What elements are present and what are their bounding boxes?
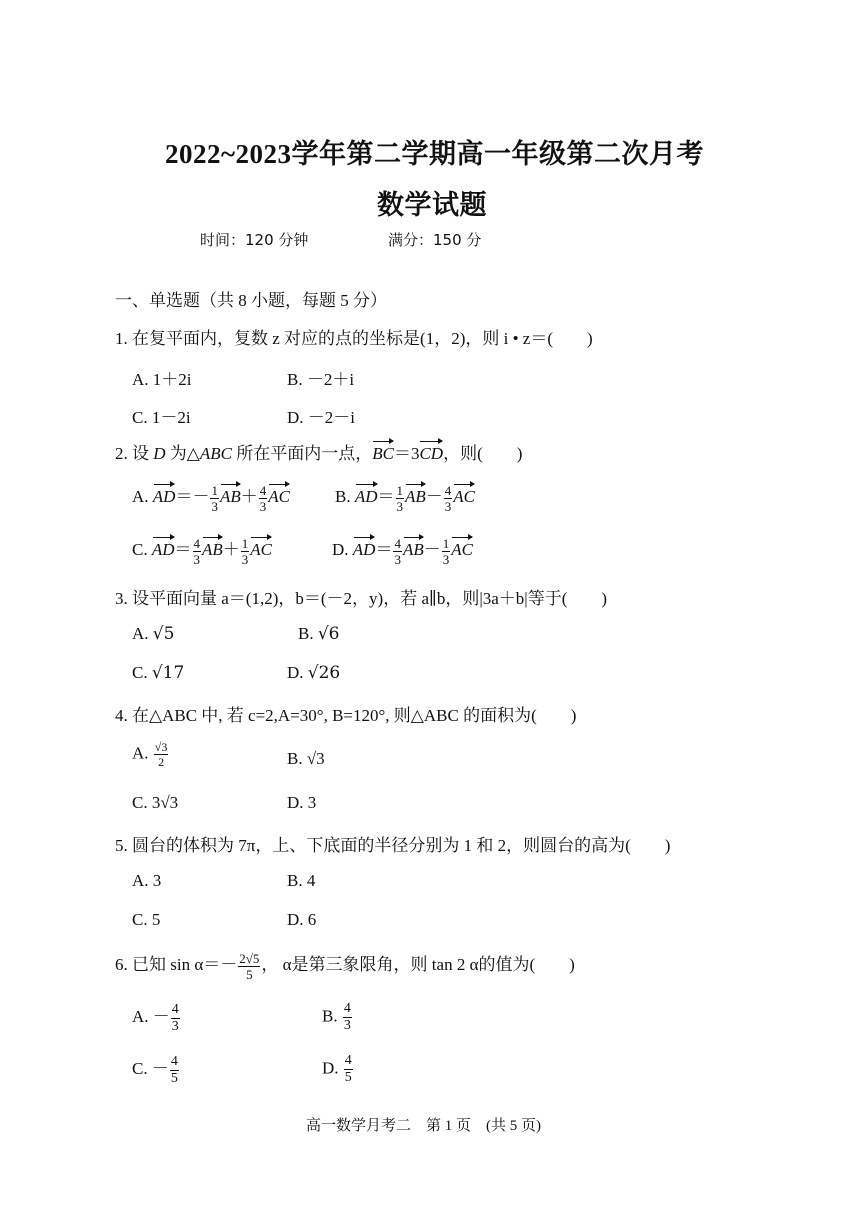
vector-bc: BC: [372, 439, 394, 464]
question-5-option-d: D. 6: [287, 910, 317, 929]
exam-time: 时间：120 分钟: [200, 231, 309, 249]
question-4-option-a: A. $\frac{√3}{2}$: [132, 740, 168, 769]
page-footer: 高一数学月考二 第 1 页 (共 5 页): [306, 1118, 541, 1134]
question-3-option-b: B. √6: [298, 624, 340, 644]
question-6-option-d: D. $\frac{4}{5}$: [322, 1053, 352, 1085]
question-4-option-d: D. 3: [287, 793, 317, 812]
question-6-stem: 6. 已知 sin α＝－ $\frac{2√5}{5}$ ， α是第三象限角，则 tan 2 α的值为( ): [115, 950, 575, 982]
question-2-option-a: A. AD＝－ $\frac{1}{3}$ AB＋ $\frac{4}{3}$ AC: [132, 482, 290, 514]
exam-score: 满分：150 分: [388, 231, 482, 249]
question-3-option-d: D. √26: [287, 663, 341, 683]
question-1-option-c: C. 1－2i: [132, 408, 191, 427]
question-2-option-b: B. AD＝ $\frac{1}{3}$ AB－ $\frac{4}{3}$ AC: [335, 482, 476, 514]
exam-title: 2022~2023学年第二学期高一年级第二次月考: [165, 139, 705, 169]
question-2-stem: 2. 设 D 为△ABC 所在平面内一点，BC＝3CD，则( ): [115, 439, 522, 464]
question-5-option-c: C. 5: [132, 910, 161, 929]
question-2-option-d: D. AD＝ $\frac{4}{3}$ AB－ $\frac{1}{3}$ AC: [332, 535, 473, 567]
question-5-stem: 5. 圆台的体积为 7π，上、下底面的半径分别为 1 和 2，则圆台的高为( ): [115, 836, 671, 855]
question-6-option-b: B. $\frac{4}{3}$: [322, 1001, 351, 1033]
question-6-option-c: C. － $\frac{4}{5}$: [132, 1053, 178, 1086]
question-1-option-b: B. －2＋i: [287, 370, 355, 389]
question-3-stem: 3. 设平面向量 a＝(1,2)，b＝(－2，y)，若 a∥b，则|3a＋b|等于( ): [115, 589, 608, 608]
question-4-option-c: C. 3√3: [132, 793, 179, 812]
question-1-option-d: D. －2－i: [287, 408, 355, 427]
question-6-option-a: A. － $\frac{4}{3}$: [132, 1001, 179, 1034]
question-4-stem: 4. 在△ABC 中, 若 c=2,A=30°, B=120°, 则△ABC 的面积为( ): [115, 706, 577, 725]
question-3-option-a: A. √5: [132, 624, 175, 644]
exam-subtitle: 数学试题: [377, 190, 487, 220]
question-1-option-a: A. 1＋2i: [132, 370, 192, 389]
section-heading: 一、单选题（共 8 小题，每题 5 分）: [115, 291, 387, 310]
question-5-option-a: A. 3: [132, 871, 162, 890]
question-1-stem: 1. 在复平面内，复数 z 对应的点的坐标是(1，2)，则 i • z＝( ): [115, 329, 593, 348]
question-5-option-b: B. 4: [287, 871, 316, 890]
question-3-option-c: C. √17: [132, 663, 185, 683]
question-2-option-c: C. AD＝ $\frac{4}{3}$ AB＋ $\frac{1}{3}$ AC: [132, 535, 273, 567]
vector-cd: CD: [419, 439, 443, 464]
question-4-option-b: B. √3: [287, 749, 325, 768]
